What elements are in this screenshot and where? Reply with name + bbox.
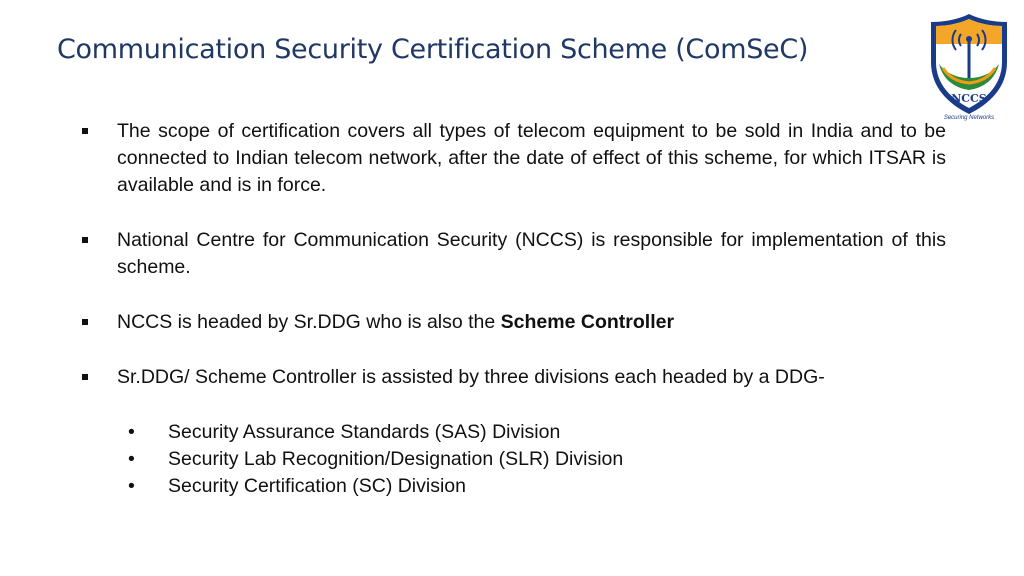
bullet-item-divisions — [78, 364, 946, 391]
logo-tagline: Securing Networks — [943, 115, 995, 121]
round-bullet-icon: • — [128, 475, 135, 497]
division-item-slr — [128, 446, 623, 473]
bullet-text: National Centre for Communication Security (NCCS) is responsible for implementation of this scheme. — [117, 229, 946, 278]
division-text: Security Certification (SC) Division — [168, 475, 466, 497]
division-list — [128, 419, 623, 500]
nccs-logo — [923, 10, 1015, 122]
logo-text: NCCS — [951, 92, 987, 105]
division-text: Security Assurance Standards (SAS) Division — [168, 421, 561, 443]
division-text: Security Lab Recognition/Designation (SLR) Division — [168, 448, 624, 470]
bullet-item-nccs-responsibility — [78, 227, 946, 281]
bullet-item-scope — [78, 118, 946, 199]
bullet-bold-text: Scheme Controller — [500, 311, 675, 333]
square-bullet-icon — [82, 374, 88, 380]
bullet-item-nccs-head — [78, 309, 946, 336]
bullet-text: Sr.DDG/ Scheme Controller is assisted by three divisions each headed by a DDG- — [117, 366, 825, 388]
bullet-text: NCCS is headed by Sr.DDG who is also the — [117, 311, 501, 333]
square-bullet-icon — [82, 237, 88, 243]
division-item-sas — [128, 419, 623, 446]
square-bullet-icon — [82, 128, 88, 134]
square-bullet-icon — [82, 319, 88, 325]
round-bullet-icon: • — [128, 448, 135, 470]
round-bullet-icon: • — [128, 421, 135, 443]
bullet-list — [78, 118, 946, 419]
division-item-sc — [128, 473, 623, 500]
slide-title: Communication Security Certification Scheme (ComSeC) — [57, 34, 809, 65]
bullet-text: The scope of certification covers all types of telecom equipment to be sold in India and to be connected to Indian telecom network, after the date of effect of this scheme, for which ITSAR is available and is in force. — [117, 120, 946, 196]
